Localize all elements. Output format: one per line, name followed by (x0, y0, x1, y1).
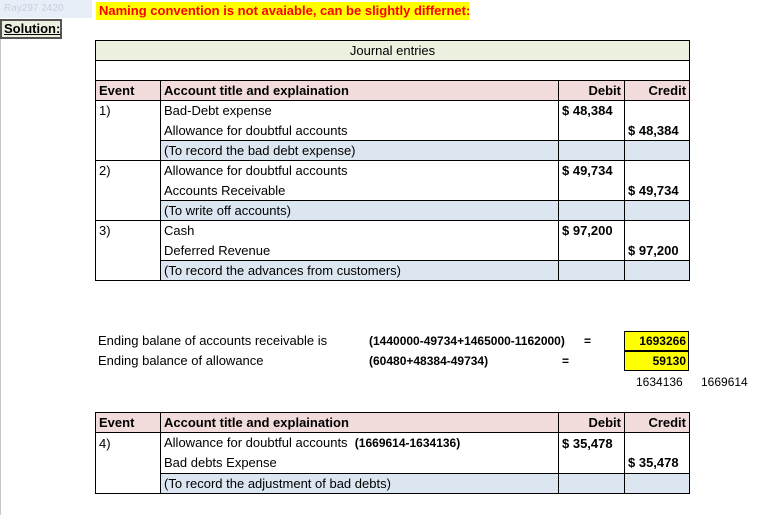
solution-label: Solution: (0, 19, 62, 39)
debit-account-cell (161, 433, 559, 454)
header-row (96, 81, 690, 101)
allowance-ending-value: 59130 (624, 351, 689, 371)
event-cell: 1) (96, 101, 161, 121)
header-account: Account title and explaination (161, 81, 559, 101)
debit-amount-cell: $ 49,734 (559, 161, 625, 181)
debit-account-name: Allowance for doubtful accounts (164, 435, 348, 450)
ar-ending-label: Ending balane of accounts receivable is (98, 333, 328, 348)
debit-account-cell: Cash (161, 221, 559, 241)
header-debit: Debit (559, 413, 625, 433)
credit-amount-cell: $ 48,384 (625, 121, 690, 141)
header-credit: Credit (625, 413, 690, 433)
memo-row (96, 261, 690, 281)
debit-amount-cell: $ 48,384 (559, 101, 625, 121)
journal-entries-table (95, 40, 690, 281)
table-row (96, 181, 690, 201)
memo-cell: (To record the bad debt expense) (161, 141, 559, 161)
naming-notice: Naming convention is not avaiable, can be slightly differnet: (96, 2, 469, 20)
computed-number-b: 1669614 (701, 375, 748, 389)
event-cell: 3) (96, 221, 161, 241)
ar-ending-value: 1693266 (624, 331, 689, 351)
allowance-equals: = (562, 354, 570, 368)
column-divider-line (0, 39, 1, 515)
credit-account-cell: Bad debts Expense (161, 453, 559, 473)
header-credit: Credit (625, 81, 690, 101)
debit-amount-cell: $ 97,200 (559, 221, 625, 241)
credit-amount-cell: $ 49,734 (625, 181, 690, 201)
header-event: Event (96, 81, 161, 101)
memo-row (96, 141, 690, 161)
blank-row (96, 61, 690, 81)
event-cell: 4) (96, 433, 161, 454)
table-row (96, 453, 690, 473)
header-account: Account title and explaination (161, 413, 559, 433)
header-event: Event (96, 413, 161, 433)
credit-account-cell: Allowance for doubtful accounts (161, 121, 559, 141)
memo-row (96, 201, 690, 221)
table-row (96, 121, 690, 141)
computed-number-a: 1634136 (636, 375, 683, 389)
memo-cell: (To record the adjustment of bad debts) (161, 473, 559, 493)
table-row (96, 161, 690, 181)
table-row (96, 221, 690, 241)
header-debit: Debit (559, 81, 625, 101)
credit-amount-cell: $ 97,200 (625, 241, 690, 261)
credit-amount-cell: $ 35,478 (625, 453, 690, 473)
credit-account-cell: Accounts Receivable (161, 181, 559, 201)
credit-account-cell: Deferred Revenue (161, 241, 559, 261)
allowance-formula: (60480+48384-49734) (369, 354, 489, 368)
debit-account-cell: Bad-Debt expense (161, 101, 559, 121)
ar-formula: (1440000-49734+1465000-1162000) (369, 334, 565, 348)
table-row (96, 241, 690, 261)
adjustment-entry-table (95, 412, 690, 494)
allowance-ending-label: Ending balance of allowance (98, 353, 264, 368)
table-row (96, 433, 690, 454)
debit-formula: (1669614-1634136) (354, 436, 461, 450)
memo-row (96, 473, 690, 493)
ar-equals: = (584, 334, 592, 348)
memo-cell: (To record the advances from customers) (161, 261, 559, 281)
debit-amount-cell: $ 35,478 (559, 433, 625, 454)
header-row (96, 413, 690, 433)
debit-account-cell: Allowance for doubtful accounts (161, 161, 559, 181)
journal-title: Journal entries (96, 41, 690, 61)
event-cell: 2) (96, 161, 161, 181)
journal-title-row (96, 41, 690, 61)
table-row (96, 101, 690, 121)
faint-watermark-text: Ray297 2420 (4, 3, 64, 14)
memo-cell: (To write off accounts) (161, 201, 559, 221)
